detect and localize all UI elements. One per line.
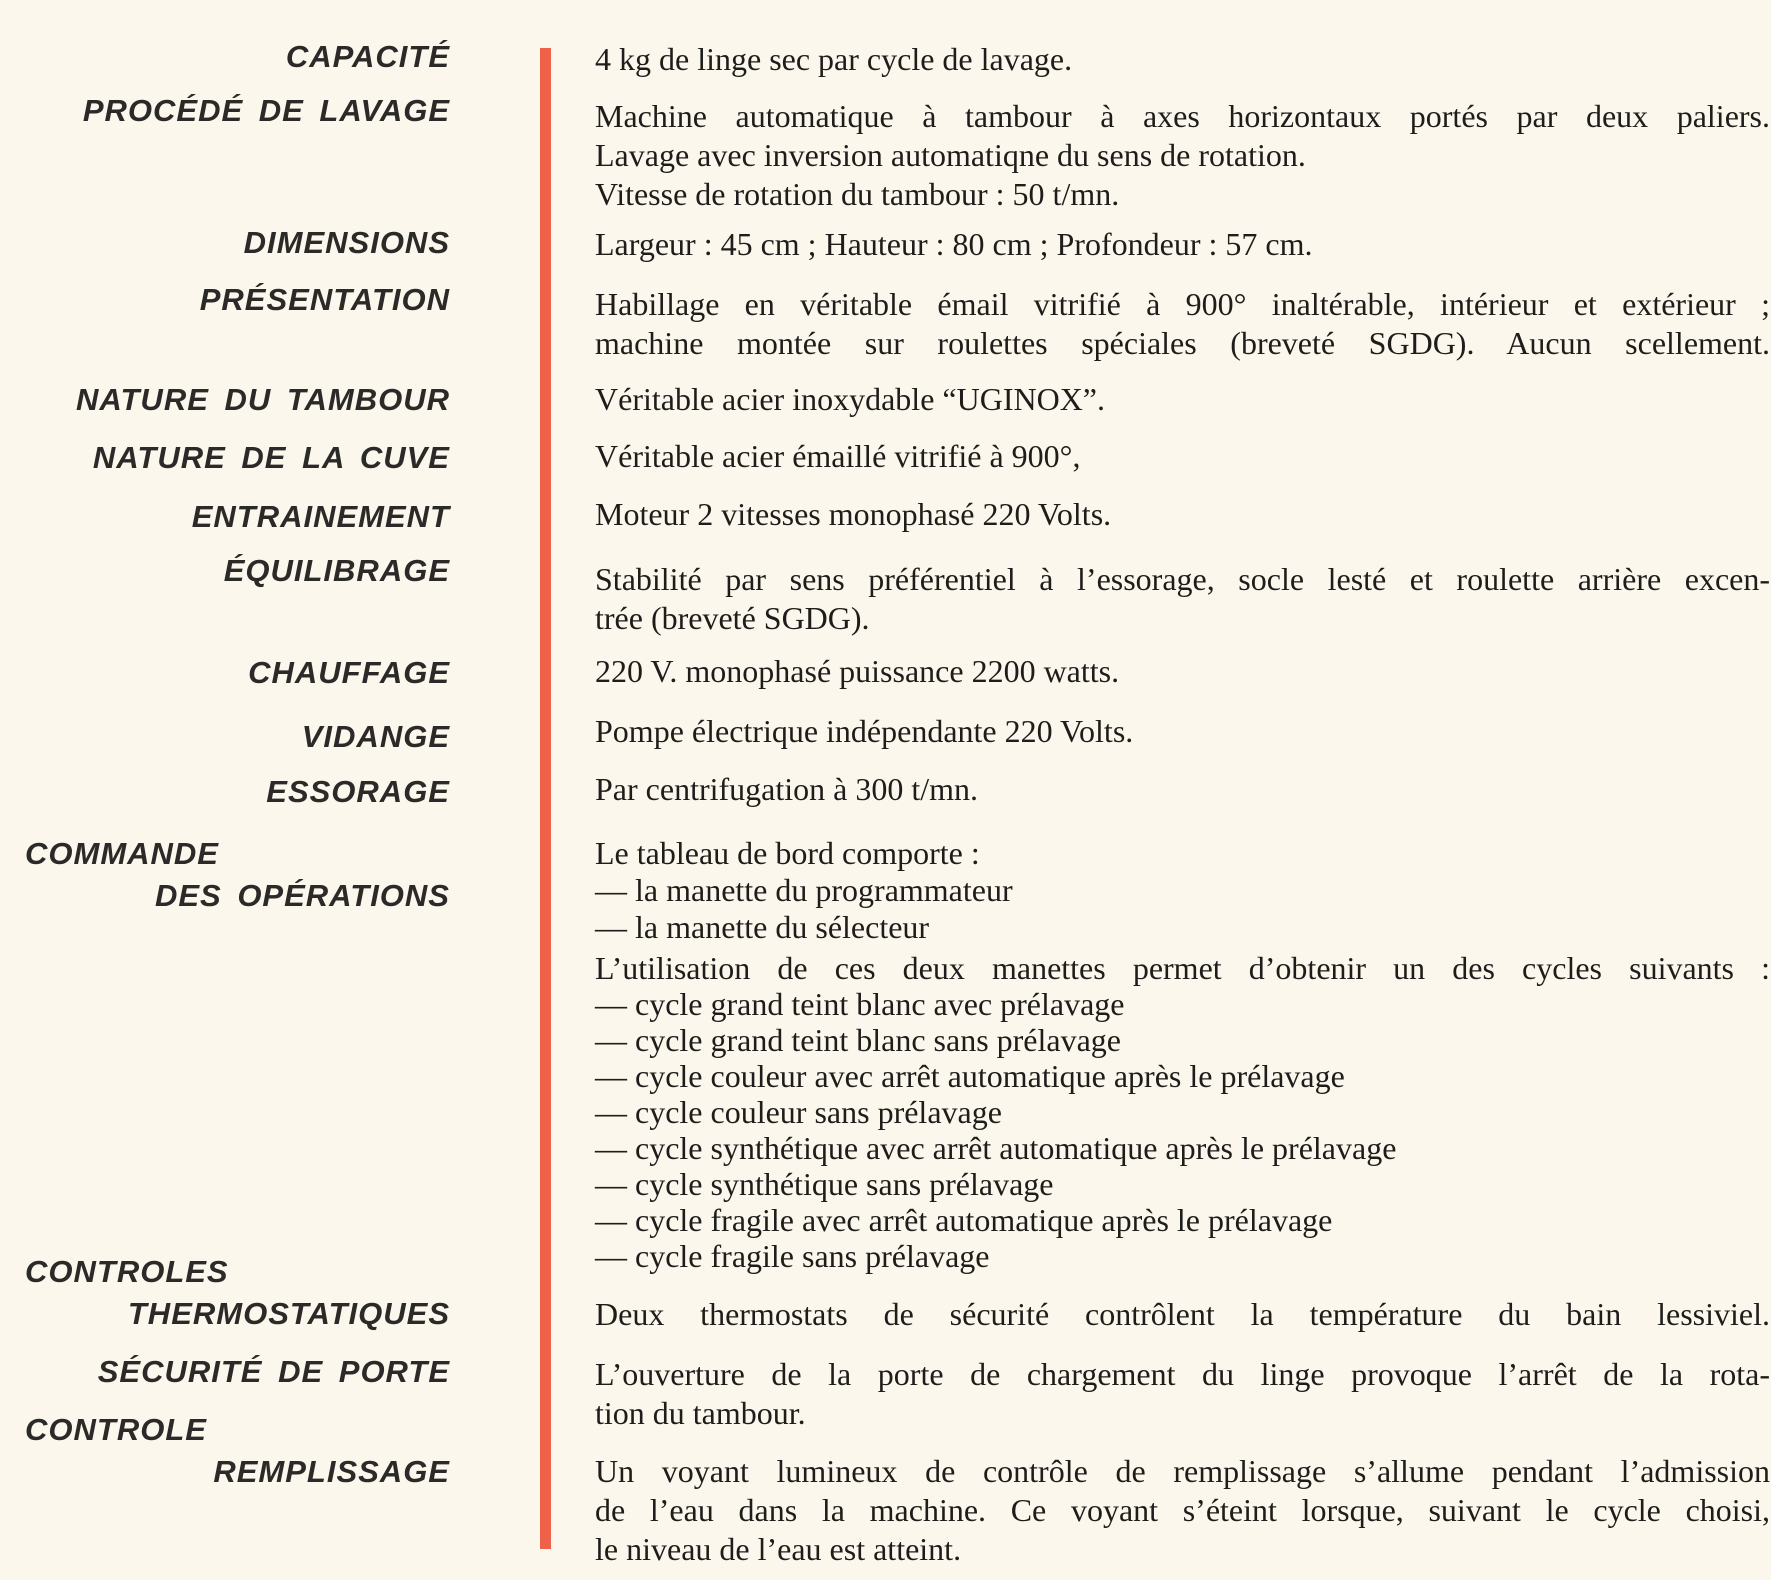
text-line: Pompe électrique indépendante 220 Volts. — [595, 713, 1134, 749]
label-equilibrage: ÉQUILIBRAGE — [223, 553, 450, 588]
label-presentation: PRÉSENTATION — [199, 282, 450, 317]
text-line: L’ouverture de la porte de chargement du linge provoque l’arrêt de la rota- — [595, 1356, 1770, 1392]
text-line: de l’eau dans la machine. Ce voyant s’éteint lorsque, suivant le cycle choisi, — [595, 1492, 1770, 1528]
label-securite-porte: SÉCURITÉ DE PORTE — [97, 1354, 450, 1389]
text-line: — cycle fragile avec arrêt automatique après le prélavage — [595, 1202, 1333, 1238]
label-essorage: ESSORAGE — [266, 774, 450, 809]
text-line: — la manette du programmateur — [595, 872, 1013, 908]
text-line: Moteur 2 vitesses monophasé 220 Volts. — [595, 496, 1112, 532]
content-securite-porte — [595, 1355, 1770, 1433]
text-line: Lavage avec inversion automatiqne du sens de rotation. — [595, 137, 1306, 173]
label-nature-tambour: NATURE DU TAMBOUR — [76, 382, 450, 417]
text-line: — cycle synthétique avec arrêt automatique après le prélavage — [595, 1130, 1397, 1166]
text-line: machine montée sur roulettes spéciales (breveté SGDG). Aucun scellement. — [595, 325, 1770, 361]
content-nature-tambour — [595, 380, 1770, 419]
content-thermostats — [595, 1295, 1770, 1334]
text-line: Machine automatique à tambour à axes horizontaux portés par deux paliers. — [595, 98, 1770, 134]
content-presentation — [595, 285, 1770, 363]
content-capacite — [595, 40, 1770, 79]
text-line: — cycle fragile sans prélavage — [595, 1238, 990, 1274]
text-line: tion du tambour. — [595, 1395, 806, 1431]
text-line: L’utilisation de ces deux manettes permet d’obtenir un des cycles suivants : — [595, 950, 1770, 986]
text-line: Un voyant lumineux de contrôle de remplissage s’allume pendant l’admission — [595, 1453, 1770, 1489]
label-commande-operations — [0, 833, 450, 917]
text-line: trée (breveté SGDG). — [595, 600, 870, 636]
text-line: le niveau de l’eau est atteint. — [595, 1531, 962, 1567]
content-procede-lavage — [595, 97, 1770, 214]
content-voyant-remplissage — [595, 1452, 1770, 1569]
content-essorage — [595, 770, 1770, 809]
label-capacite: CAPACITÉ — [285, 39, 450, 74]
label-controle-line1: CONTROLE — [25, 1412, 207, 1447]
label-dimensions: DIMENSIONS — [243, 225, 450, 260]
text-line: Habillage en véritable émail vitrifié à 900° inaltérable, intérieur et extérieur ; — [595, 286, 1770, 322]
text-line: — cycle couleur sans prélavage — [595, 1094, 1002, 1130]
label-controle-remplissage — [0, 1409, 450, 1493]
orange-divider-rule — [540, 48, 551, 1549]
label-nature-cuve: NATURE DE LA CUVE — [92, 440, 450, 475]
content-nature-cuve — [595, 437, 1770, 476]
label-chauffage: CHAUFFAGE — [248, 655, 450, 690]
text-line: — cycle couleur avec arrêt automatique après le prélavage — [595, 1058, 1345, 1094]
content-chauffage — [595, 652, 1770, 691]
text-line: Vitesse de rotation du tambour : 50 t/mn. — [595, 176, 1120, 212]
text-line: Par centrifugation à 300 t/mn. — [595, 771, 979, 807]
label-entrainement: ENTRAINEMENT — [191, 499, 450, 534]
text-line: 220 V. monophasé puissance 2200 watts. — [595, 653, 1120, 689]
label-controles-line1: CONTROLES — [25, 1254, 229, 1289]
label-controles-thermostatiques — [0, 1251, 450, 1335]
content-tableau-de-bord — [595, 835, 1770, 946]
label-procede-lavage: PROCÉDÉ DE LAVAGE — [82, 93, 450, 128]
text-line: — cycle grand teint blanc avec prélavage — [595, 986, 1125, 1022]
label-controles-line2: THERMOSTATIQUES — [127, 1296, 450, 1331]
content-equilibrage — [595, 560, 1770, 638]
label-commande-line2: DES OPÉRATIONS — [154, 878, 450, 913]
content-vidange — [595, 712, 1770, 751]
text-line: — la manette du sélecteur — [595, 909, 930, 945]
text-line: 4 kg de linge sec par cycle de lavage. — [595, 41, 1073, 77]
label-vidange: VIDANGE — [301, 719, 450, 754]
text-line: Largeur : 45 cm ; Hauteur : 80 cm ; Profondeur : 57 cm. — [595, 226, 1313, 262]
label-commande-line1: COMMANDE — [25, 836, 219, 871]
label-controle-line2: REMPLISSAGE — [213, 1454, 450, 1489]
text-line: Véritable acier inoxydable “UGINOX”. — [595, 381, 1105, 417]
content-dimensions — [595, 225, 1770, 264]
text-line: Deux thermostats de sécurité contrôlent la température du bain lessiviel. — [595, 1296, 1770, 1332]
text-line: Le tableau de bord comporte : — [595, 835, 980, 871]
text-line: Stabilité par sens préférentiel à l’essorage, socle lesté et roulette arrière excen- — [595, 561, 1770, 597]
text-line: Véritable acier émaillé vitrifié à 900°, — [595, 438, 1081, 474]
text-line: — cycle synthétique sans prélavage — [595, 1166, 1054, 1202]
content-entrainement — [595, 495, 1770, 534]
text-line: — cycle grand teint blanc sans prélavage — [595, 1022, 1121, 1058]
content-cycles-list — [595, 950, 1770, 1274]
